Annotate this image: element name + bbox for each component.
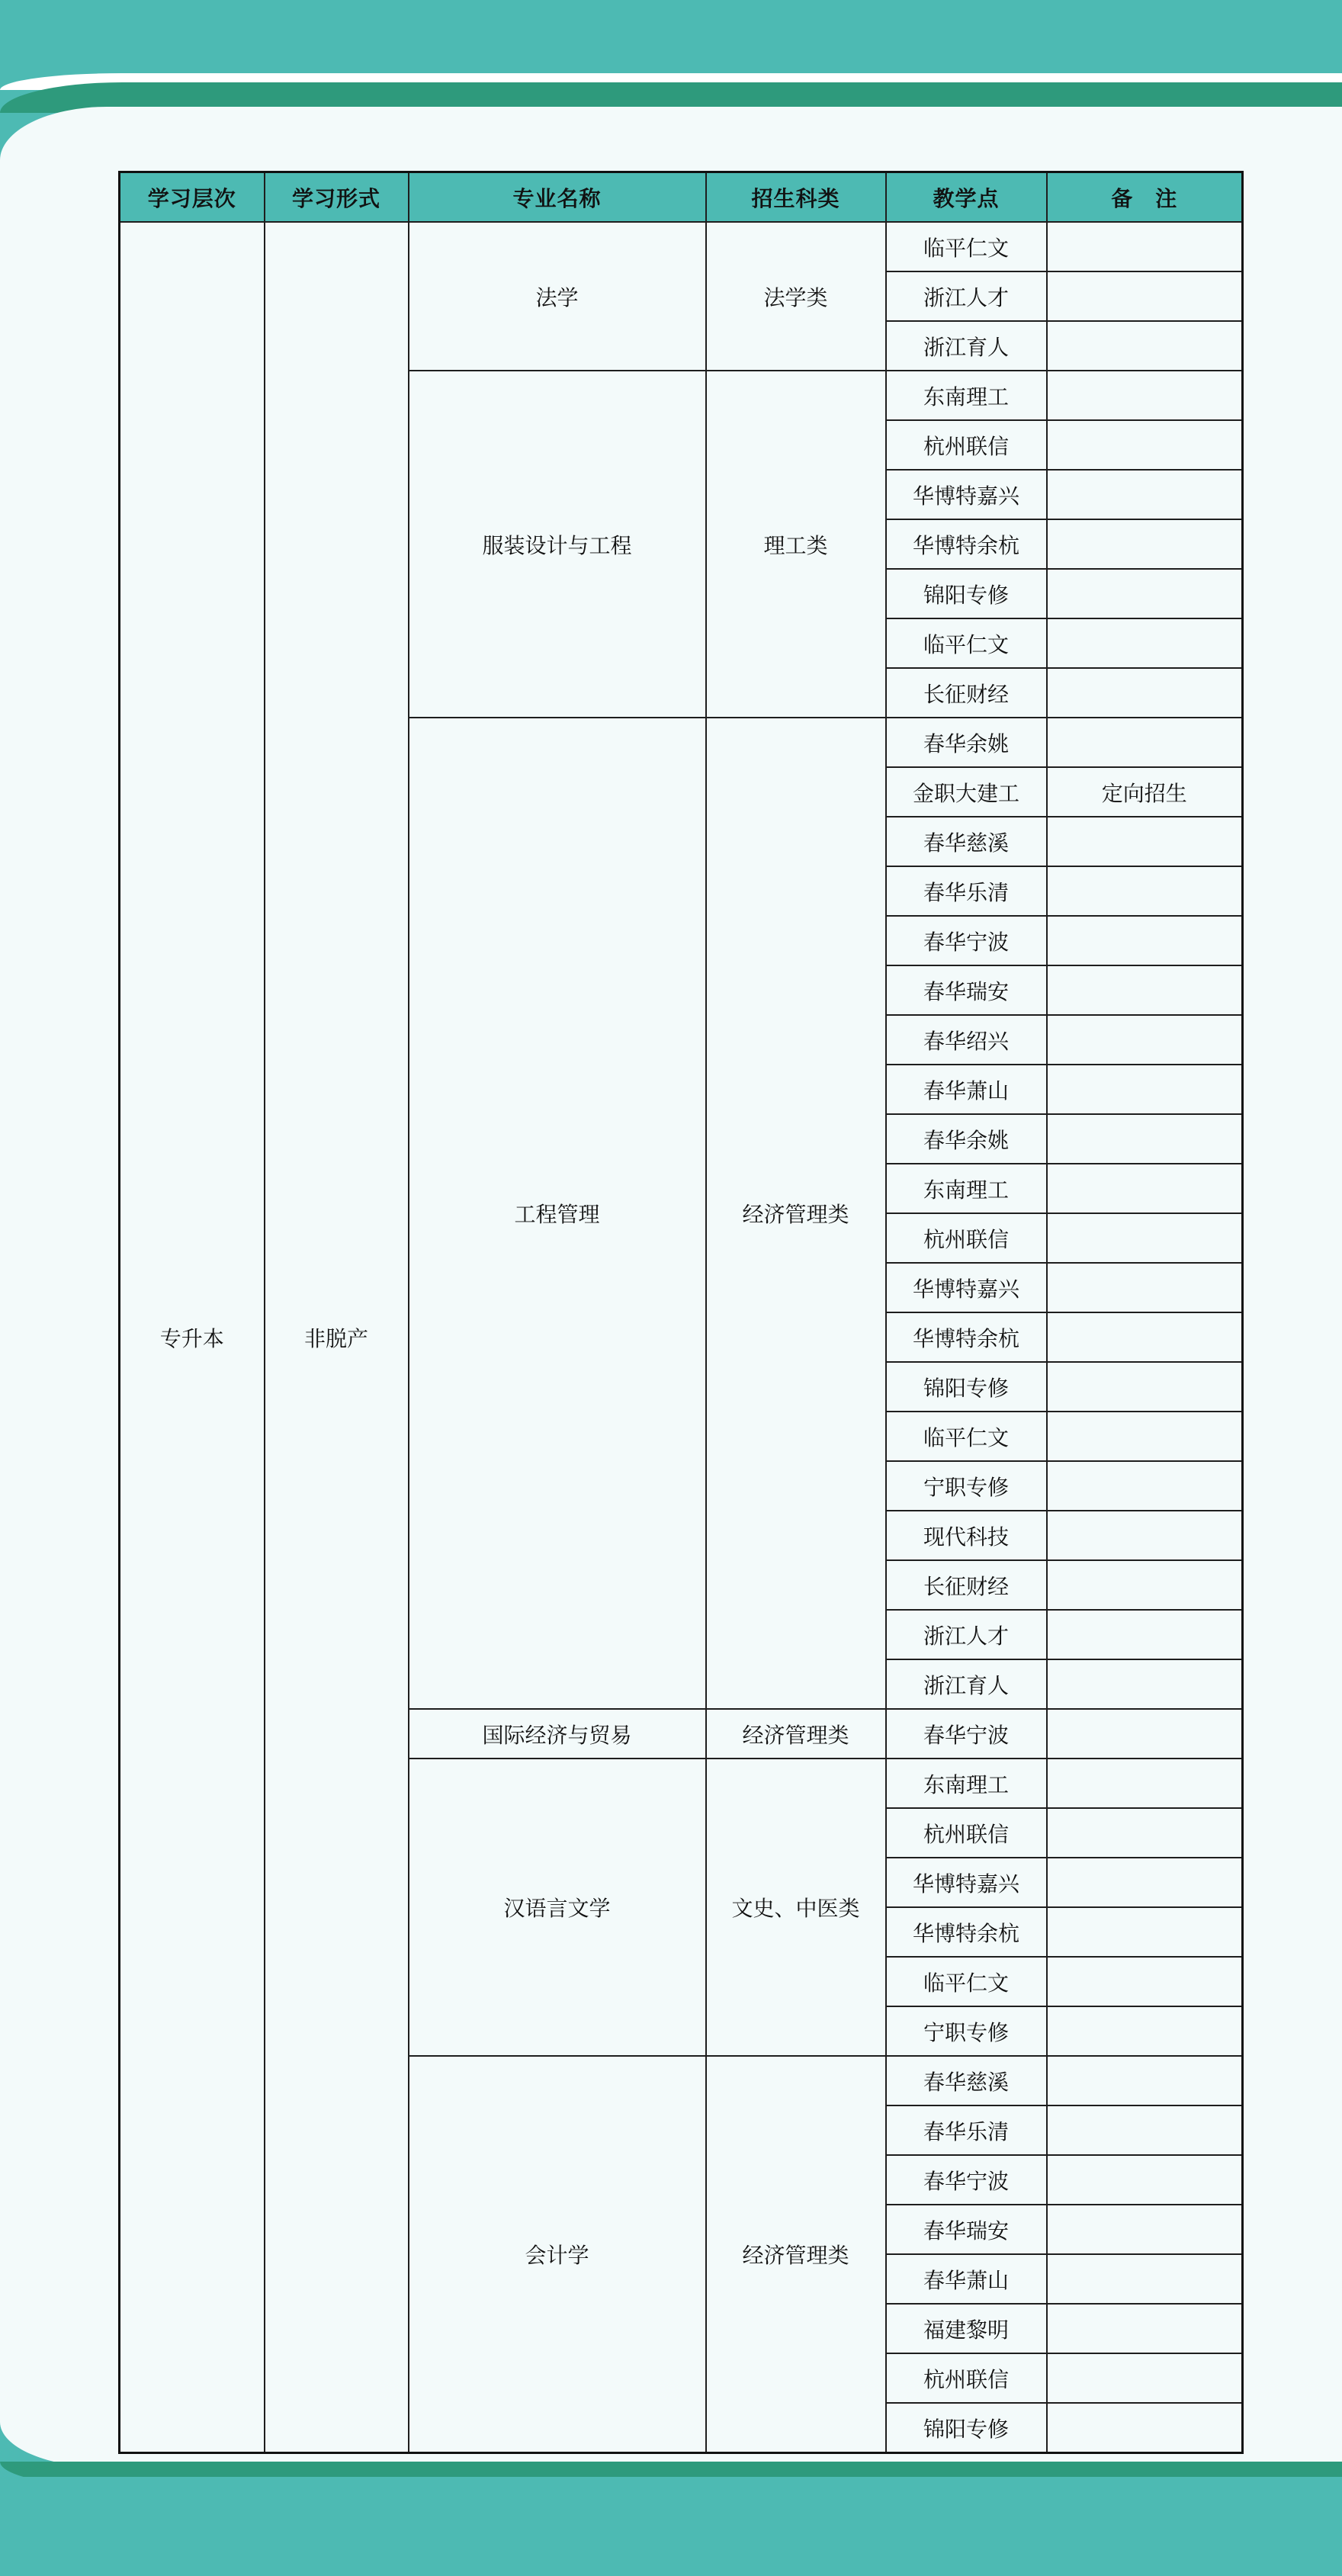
category-cell: 经济管理类 — [706, 2056, 886, 2453]
site-cell: 福建黎明 — [886, 2304, 1047, 2353]
note-cell — [1047, 420, 1243, 470]
category-cell: 经济管理类 — [706, 1709, 886, 1759]
note-cell — [1047, 1808, 1243, 1858]
category-cell: 理工类 — [706, 371, 886, 718]
note-cell — [1047, 817, 1243, 866]
level-cell: 专升本 — [120, 222, 265, 2453]
note-cell — [1047, 718, 1243, 767]
table-body — [120, 222, 1243, 2453]
note-cell — [1047, 271, 1243, 321]
site-cell: 春华余姚 — [886, 1114, 1047, 1164]
site-cell: 春华绍兴 — [886, 1015, 1047, 1065]
site-cell: 东南理工 — [886, 1164, 1047, 1213]
site-cell: 杭州联信 — [886, 1808, 1047, 1858]
note-cell — [1047, 519, 1243, 569]
category-cell: 法学类 — [706, 222, 886, 371]
site-cell: 锦阳专修 — [886, 1362, 1047, 1412]
note-cell — [1047, 1560, 1243, 1610]
site-cell: 华博特嘉兴 — [886, 470, 1047, 519]
note-cell — [1047, 1709, 1243, 1759]
note-cell — [1047, 2056, 1243, 2105]
note-cell — [1047, 371, 1243, 420]
category-cell: 经济管理类 — [706, 718, 886, 1709]
site-cell: 春华慈溪 — [886, 817, 1047, 866]
site-cell: 春华瑞安 — [886, 965, 1047, 1015]
note-cell — [1047, 916, 1243, 965]
site-cell: 春华宁波 — [886, 1709, 1047, 1759]
site-cell: 长征财经 — [886, 1560, 1047, 1610]
note-cell — [1047, 2254, 1243, 2304]
note-cell — [1047, 1312, 1243, 1362]
form-cell: 非脱产 — [265, 222, 409, 2453]
site-cell: 浙江人才 — [886, 1610, 1047, 1659]
note-cell — [1047, 1362, 1243, 1412]
site-cell: 临平仁文 — [886, 222, 1047, 271]
enrollment-table — [118, 171, 1244, 2454]
note-cell — [1047, 1114, 1243, 1164]
site-cell: 锦阳专修 — [886, 569, 1047, 618]
note-cell — [1047, 470, 1243, 519]
note-cell — [1047, 1263, 1243, 1312]
note-cell — [1047, 1858, 1243, 1907]
site-cell: 浙江育人 — [886, 1659, 1047, 1709]
site-cell: 春华慈溪 — [886, 2056, 1047, 2105]
note-cell — [1047, 321, 1243, 371]
header-category: 招生科类 — [706, 172, 886, 223]
major-cell: 法学 — [409, 222, 706, 371]
note-cell — [1047, 1412, 1243, 1461]
note-cell — [1047, 1213, 1243, 1263]
site-cell: 宁职专修 — [886, 1461, 1047, 1511]
note-cell — [1047, 1759, 1243, 1808]
site-cell: 杭州联信 — [886, 1213, 1047, 1263]
header-site: 教学点 — [886, 172, 1047, 223]
site-cell: 春华萧山 — [886, 2254, 1047, 2304]
site-cell: 杭州联信 — [886, 420, 1047, 470]
site-cell: 临平仁文 — [886, 1957, 1047, 2006]
site-cell: 春华萧山 — [886, 1065, 1047, 1114]
note-cell — [1047, 1065, 1243, 1114]
note-cell — [1047, 2403, 1243, 2453]
table-header-row — [120, 172, 1243, 223]
site-cell: 华博特余杭 — [886, 1312, 1047, 1362]
note-cell — [1047, 866, 1243, 916]
site-cell: 春华乐清 — [886, 866, 1047, 916]
site-cell: 浙江人才 — [886, 271, 1047, 321]
site-cell: 华博特余杭 — [886, 519, 1047, 569]
header-note: 备 注 — [1047, 172, 1243, 223]
note-cell — [1047, 668, 1243, 718]
header-level: 学习层次 — [120, 172, 265, 223]
major-cell: 国际经济与贸易 — [409, 1709, 706, 1759]
major-cell: 汉语言文学 — [409, 1759, 706, 2056]
note-cell — [1047, 2006, 1243, 2056]
note-cell — [1047, 2105, 1243, 2155]
site-cell: 浙江育人 — [886, 321, 1047, 371]
site-cell: 春华宁波 — [886, 2155, 1047, 2205]
major-cell: 会计学 — [409, 2056, 706, 2453]
site-cell: 华博特嘉兴 — [886, 1263, 1047, 1312]
note-cell — [1047, 965, 1243, 1015]
note-cell — [1047, 1659, 1243, 1709]
note-cell — [1047, 2205, 1243, 2254]
header-major: 专业名称 — [409, 172, 706, 223]
site-cell: 春华余姚 — [886, 718, 1047, 767]
note-cell — [1047, 1907, 1243, 1957]
note-cell — [1047, 569, 1243, 618]
header-form: 学习形式 — [265, 172, 409, 223]
note-cell — [1047, 1164, 1243, 1213]
site-cell: 春华乐清 — [886, 2105, 1047, 2155]
category-cell: 文史、中医类 — [706, 1759, 886, 2056]
site-cell: 东南理工 — [886, 371, 1047, 420]
site-cell: 华博特嘉兴 — [886, 1858, 1047, 1907]
site-cell: 临平仁文 — [886, 1412, 1047, 1461]
note-cell — [1047, 2155, 1243, 2205]
note-cell — [1047, 2304, 1243, 2353]
site-cell: 春华瑞安 — [886, 2205, 1047, 2254]
table-row — [120, 222, 1243, 271]
site-cell: 金职大建工 — [886, 767, 1047, 817]
bottom-decor-band — [0, 2477, 1342, 2576]
note-cell — [1047, 1461, 1243, 1511]
major-cell: 服装设计与工程 — [409, 371, 706, 718]
note-cell — [1047, 1957, 1243, 2006]
site-cell: 东南理工 — [886, 1759, 1047, 1808]
note-cell — [1047, 2353, 1243, 2403]
note-cell — [1047, 1610, 1243, 1659]
note-cell: 定向招生 — [1047, 767, 1243, 817]
site-cell: 华博特余杭 — [886, 1907, 1047, 1957]
site-cell: 宁职专修 — [886, 2006, 1047, 2056]
note-cell — [1047, 618, 1243, 668]
site-cell: 长征财经 — [886, 668, 1047, 718]
site-cell: 临平仁文 — [886, 618, 1047, 668]
note-cell — [1047, 222, 1243, 271]
site-cell: 杭州联信 — [886, 2353, 1047, 2403]
site-cell: 春华宁波 — [886, 916, 1047, 965]
site-cell: 现代科技 — [886, 1511, 1047, 1560]
note-cell — [1047, 1511, 1243, 1560]
note-cell — [1047, 1015, 1243, 1065]
major-cell: 工程管理 — [409, 718, 706, 1709]
site-cell: 锦阳专修 — [886, 2403, 1047, 2453]
